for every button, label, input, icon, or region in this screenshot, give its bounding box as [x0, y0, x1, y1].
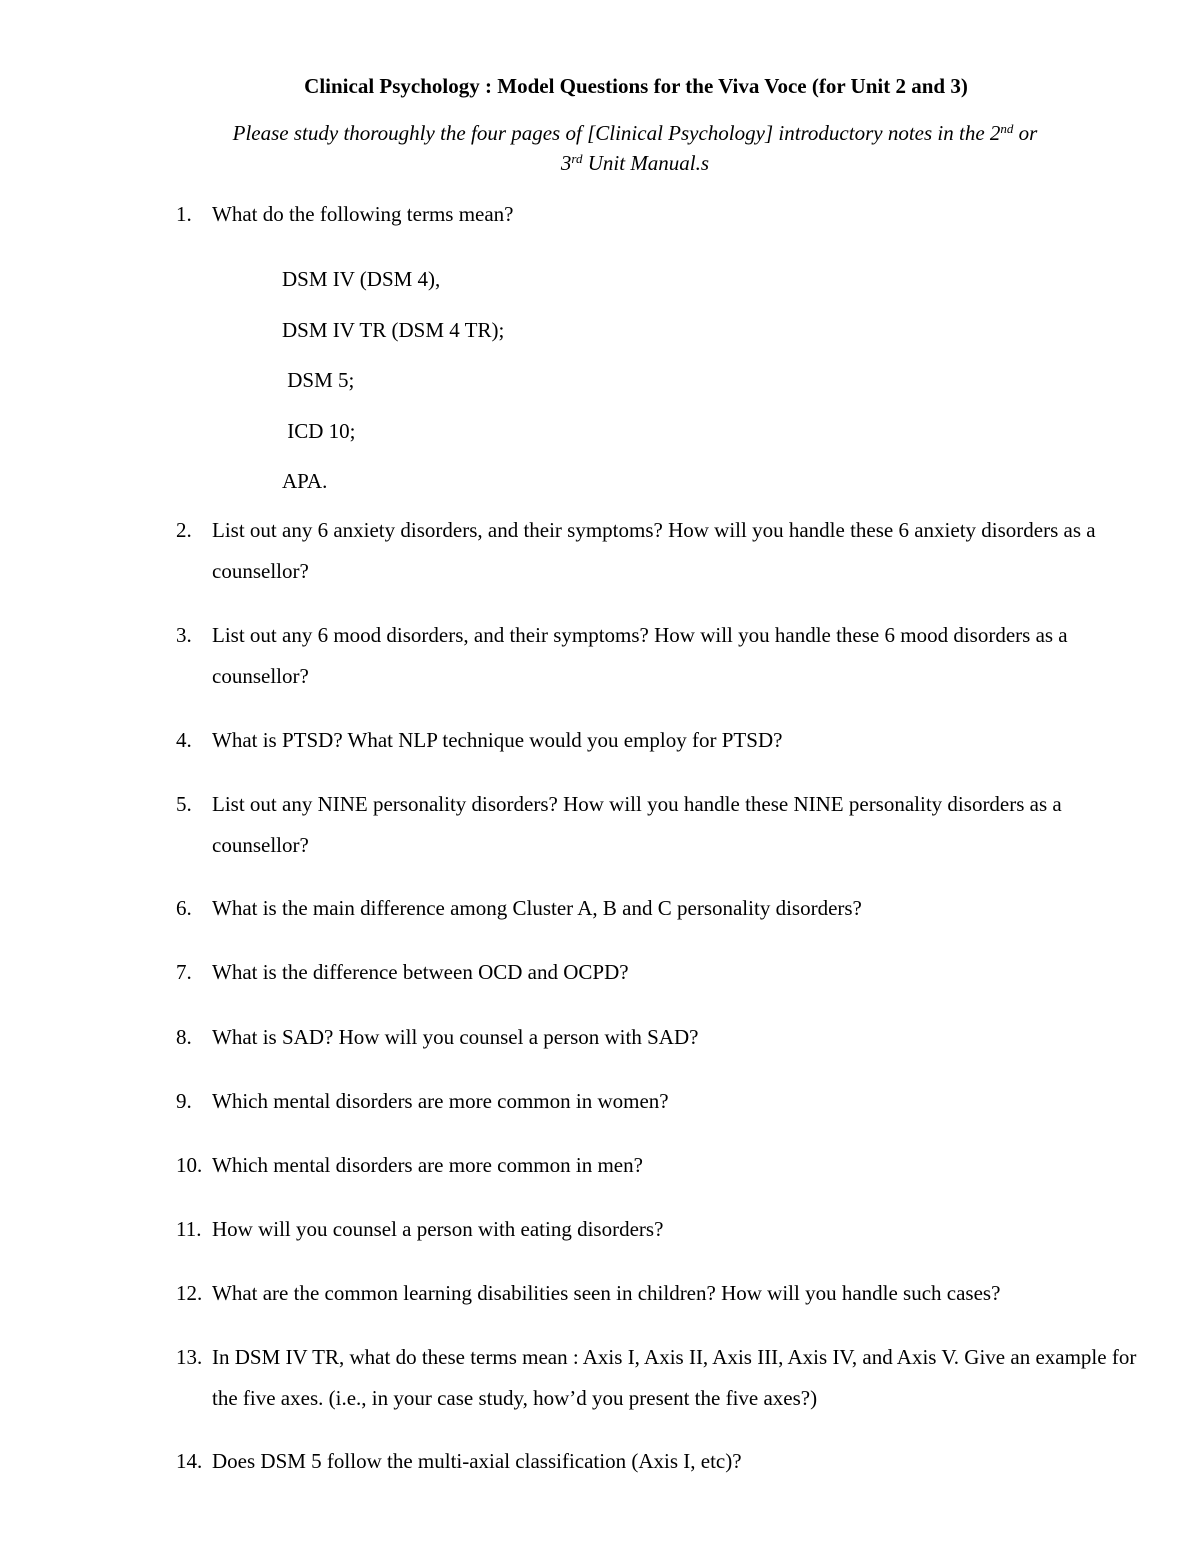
- subtitle-superscript-nd: nd: [1000, 121, 1014, 136]
- term-dsm-iv-tr: DSM IV TR (DSM 4 TR);: [282, 318, 505, 342]
- question-text: List out any 6 anxiety disorders, and their symptoms? How will you handle these 6 anxiety disorders as a counsellor?: [212, 518, 1096, 583]
- question-number: 6.: [176, 896, 192, 920]
- question-number: 12.: [176, 1281, 203, 1305]
- subtitle-part-1: Please study thoroughly the four pages of [Clinical Psychology] introductory notes in the 2: [232, 121, 1001, 145]
- question-number: 8.: [176, 1025, 192, 1049]
- question-number: 3.: [176, 623, 192, 647]
- question-text: Which mental disorders are more common in women?: [212, 1089, 669, 1113]
- subtitle-part-3: Unit Manual.s: [582, 151, 710, 175]
- term-apa: APA.: [282, 469, 328, 493]
- document-subtitle: [140, 118, 1130, 178]
- question-number: 11.: [176, 1217, 202, 1241]
- question-text: List out any NINE personality disorders? How will you handle these NINE personality disorders as a counsellor?: [212, 792, 1062, 857]
- question-number: 9.: [176, 1089, 192, 1113]
- question-text: What are the common learning disabilities seen in children? How will you handle such cases?: [212, 1281, 1001, 1305]
- term-dsm-5: DSM 5;: [282, 368, 355, 392]
- question-number: 13.: [176, 1345, 203, 1369]
- question-text: In DSM IV TR, what do these terms mean : Axis I, Axis II, Axis III, Axis IV, and Axis V. Give an example for the five axes. (i.e., in your case study, how’d you present the five axes?): [212, 1345, 1137, 1410]
- term-dsm-iv: DSM IV (DSM 4),: [282, 267, 441, 291]
- question-text: What is the difference between OCD and OCPD?: [212, 960, 629, 984]
- question-text: What is the main difference among Cluster A, B and C personality disorders?: [212, 896, 862, 920]
- question-text: What do the following terms mean?: [212, 202, 514, 226]
- question-text: List out any 6 mood disorders, and their symptoms? How will you handle these 6 mood disorders as a counsellor?: [212, 623, 1068, 688]
- question-text: Which mental disorders are more common in men?: [212, 1153, 643, 1177]
- subtitle-number-3: 3: [560, 151, 572, 175]
- question-number: 2.: [176, 518, 192, 542]
- term-icd-10: ICD 10;: [282, 419, 356, 443]
- question-text: What is SAD? How will you counsel a person with SAD?: [212, 1025, 699, 1049]
- subtitle-part-2: or: [1013, 121, 1038, 145]
- question-number: 7.: [176, 960, 192, 984]
- question-number: 5.: [176, 792, 192, 816]
- question-number: 1.: [176, 202, 192, 226]
- question-number: 14.: [176, 1449, 203, 1473]
- subtitle-superscript-rd: rd: [571, 151, 583, 166]
- document-title: Clinical Psychology : Model Questions for the Viva Voce (for Unit 2 and 3): [304, 74, 968, 98]
- question-text: How will you counsel a person with eating disorders?: [212, 1217, 664, 1241]
- question-text: What is PTSD? What NLP technique would you employ for PTSD?: [212, 728, 783, 752]
- question-number: 10.: [176, 1153, 203, 1177]
- question-text: Does DSM 5 follow the multi-axial classification (Axis I, etc)?: [212, 1449, 742, 1473]
- question-number: 4.: [176, 728, 192, 752]
